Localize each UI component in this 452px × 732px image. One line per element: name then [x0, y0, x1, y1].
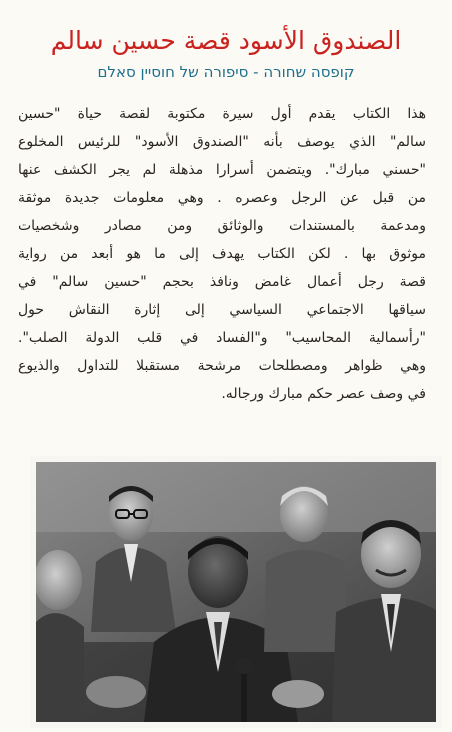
article-line: "رأسمالية المحاسيب" و"الفساد في قلب الدولة الصلب". [18, 330, 426, 346]
photo-frame [30, 456, 442, 728]
group-photo-illustration [36, 462, 436, 722]
group-photo [36, 462, 436, 722]
article-body [18, 100, 426, 408]
article-line: سالم" الذي يوصف بأنه "الصندوق الأسود" للرئيس المخلوع [18, 134, 426, 150]
article-line: من قبل عن الرجل وعصره . وهي معلومات جديدة موثقة [18, 190, 426, 206]
hebrew-subtitle: קופסה שחורה - סיפורה של חוסיין סאלם [97, 63, 355, 81]
article-line: هذا الكتاب يقدم أول سيرة مكتوبة لقصة حياة "حسين [18, 106, 426, 122]
arabic-title: الصندوق الأسود قصة حسين سالم [50, 26, 402, 55]
article-line: وهي ظواهر ومصطلحات مرشحة مستقبلا للتداول والذيوع [18, 358, 426, 374]
article-line: سياقها الاجتماعي السياسي إلى إثارة النقاش حول [18, 302, 426, 318]
article-line: "حسني مبارك". ويتضمن أسرارا مذهلة لم يجر الكشف عنها [18, 162, 426, 178]
article-line: موثوق بها . لكن الكتاب يهدف إلى ما هو أبعد من رواية [18, 246, 426, 262]
article-line: ومدعمة بالمستندات والوثائق ومن مصادر وشخصيات [18, 218, 426, 234]
article-line: في وصف عصر حكم مبارك ورجاله. [221, 386, 426, 402]
article-line: قصة رجل أعمال غامض ونافذ بحجم "حسين سالم" في [18, 274, 426, 290]
